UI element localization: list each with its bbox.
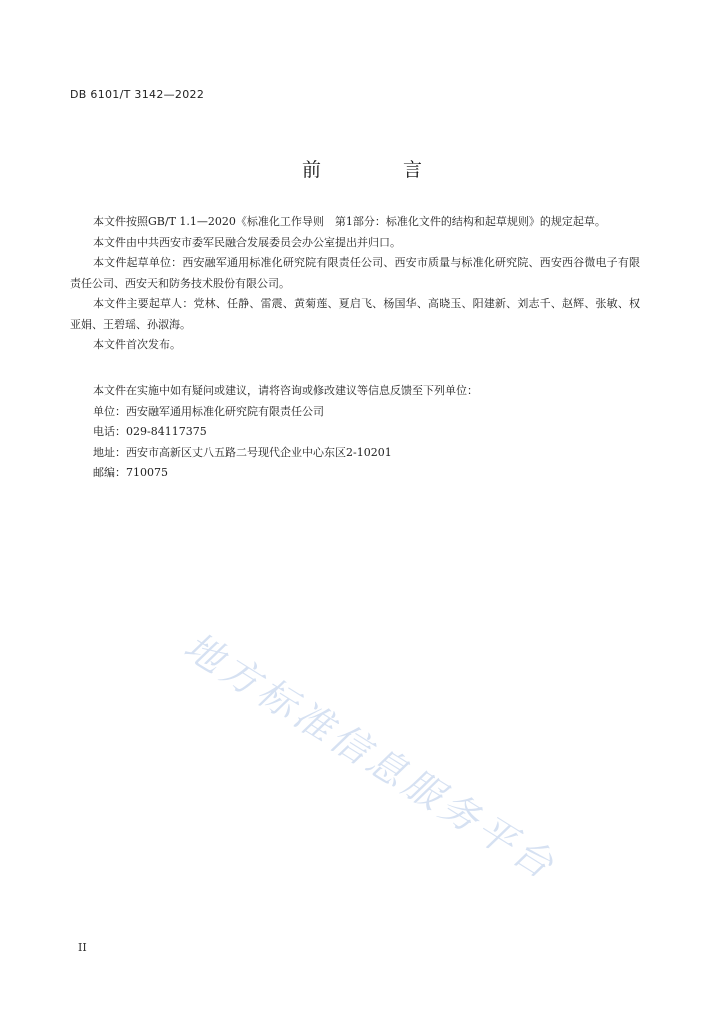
- page-title: 前 言: [301, 159, 461, 181]
- watermark: 地方标准信息服务平台: [176, 623, 565, 889]
- foreword-paragraph-proposer: 本文件由中共西安市委军民融合发展委员会办公室提出并归口。: [93, 235, 401, 249]
- foreword-paragraph-drafting-units: 本文件起草单位：西安融军通用标准化研究院有限责任公司、西安市质量与标准化研究院、西安西谷微电子有限责任公司、西安天和防务技术股份有限公司。: [70, 256, 640, 290]
- feedback-intro: 本文件在实施中如有疑问或建议，请将咨询或修改建议等信息反馈至下列单位：: [93, 384, 478, 397]
- feedback-postcode: 邮编：710075: [93, 466, 168, 479]
- foreword-paragraph-first-release: 本文件首次发布。: [93, 338, 181, 351]
- watermark-area: [176, 590, 590, 889]
- feedback-unit: 单位：西安融军通用标准化研究院有限责任公司: [93, 404, 324, 418]
- document-number: DB 6101/T 3142—2022: [70, 88, 205, 101]
- foreword-paragraph-drafting-basis: 本文件按照GB/T 1.1—2020《标准化工作导则 第1部分：标准化文件的结构和起草规则》的规定起草。: [93, 215, 606, 228]
- foreword-paragraph-drafters: 本文件主要起草人：党林、任静、雷震、黄菊莲、夏启飞、杨国华、高晓玉、阳建新、刘志千、赵辉、张敏、权亚娟、王碧瑶、孙淑海。: [70, 297, 640, 331]
- page-number: II: [78, 941, 87, 954]
- feedback-phone: 电话：029-84117375: [93, 425, 207, 438]
- feedback-section: [70, 381, 640, 484]
- feedback-address: 地址：西安市高新区丈八五路二号现代企业中心东区2-10201: [93, 445, 392, 459]
- foreword-body: [70, 212, 640, 356]
